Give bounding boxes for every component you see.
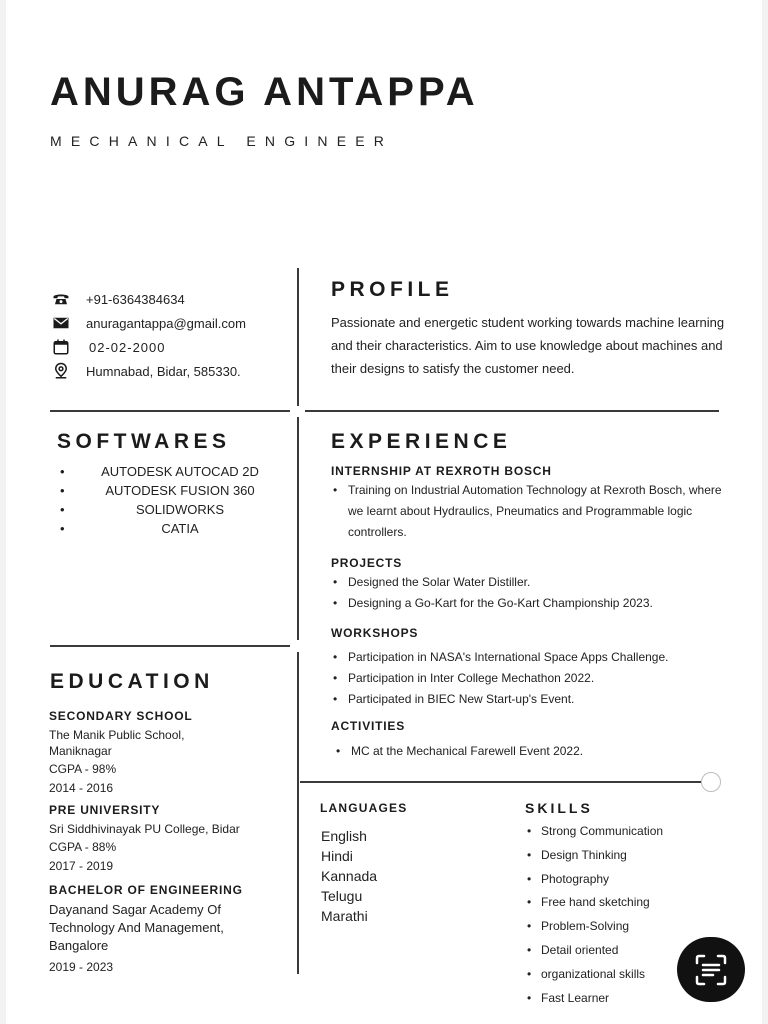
pu-heading: PRE UNIVERSITY xyxy=(49,803,161,817)
calendar-icon xyxy=(50,338,72,356)
internship-list xyxy=(331,480,726,543)
list-item: Kannada xyxy=(321,868,378,884)
location-pin-icon xyxy=(50,362,72,380)
workshops-list xyxy=(331,647,726,710)
secondary-school-line1: The Manik Public School, xyxy=(49,728,185,742)
list-item: Telugu xyxy=(321,888,363,904)
list-item: • Fast Learner xyxy=(527,987,663,1011)
list-item: • Detail oriented xyxy=(527,939,663,963)
divider-vertical-top xyxy=(297,268,299,406)
list-item: • Design Thinking xyxy=(527,844,663,868)
internship-heading: INTERNSHIP AT REXROTH BOSCH xyxy=(331,464,552,478)
list-item: English xyxy=(321,828,367,844)
envelope-icon xyxy=(50,314,72,332)
contact-dob xyxy=(50,335,290,359)
list-item: • Participation in NASA's International Space Apps Challenge. xyxy=(331,647,726,668)
secondary-heading: SECONDARY SCHOOL xyxy=(49,709,193,723)
pu-grade: CGPA - 88% xyxy=(49,840,117,854)
contact-dob-text: 02-02-2000 xyxy=(89,339,166,355)
skills-heading: SKILLS xyxy=(525,800,593,816)
education-secondary xyxy=(49,709,289,797)
list-item: • Training on Industrial Automation Technology at Rexroth Bosch, where we learnt about Hydraulics, Pneumatics and Programmable logic controllers. xyxy=(331,480,726,543)
be-heading: BACHELOR OF ENGINEERING xyxy=(49,883,243,897)
languages-heading: LANGUAGES xyxy=(320,801,408,815)
list-item: • Designing a Go-Kart for the Go-Kart Championship 2023. xyxy=(331,593,726,614)
pu-years: 2017 - 2019 xyxy=(49,859,114,873)
resume-job-title: MECHANICAL ENGINEER xyxy=(50,133,394,149)
divider-horizontal-left-middle xyxy=(50,645,290,647)
list-item: • SOLIDWORKS xyxy=(60,502,290,521)
languages-list xyxy=(321,826,377,926)
be-years: 2019 - 2023 xyxy=(49,960,114,974)
list-item: • MC at the Mechanical Farewell Event 2022. xyxy=(334,741,726,762)
divider-vertical-middle xyxy=(297,417,299,640)
contact-info xyxy=(50,287,290,383)
contact-email xyxy=(50,311,290,335)
list-item: • CATIA xyxy=(60,521,290,540)
pu-college: Sri Siddhivinayak PU College, Bidar xyxy=(49,822,240,836)
divider-vertical-bottom xyxy=(297,782,299,974)
be-college-line3: Bangalore xyxy=(49,938,109,953)
secondary-grade: CGPA - 98% xyxy=(49,762,117,776)
be-college-line2: Technology And Management, xyxy=(49,920,224,935)
list-item: • Participated in BIEC New Start-up's Event. xyxy=(331,689,726,710)
list-item: • AUTODESK FUSION 360 xyxy=(60,483,290,502)
list-item: Marathi xyxy=(321,908,368,924)
list-item: • organizational skills xyxy=(527,963,663,987)
divider-circle-node xyxy=(701,772,721,792)
skills-list xyxy=(527,820,663,1010)
list-item: • Photography xyxy=(527,868,663,892)
workshops-heading: WORKSHOPS xyxy=(331,626,419,640)
list-item: • Participation in Inter College Mechathon 2022. xyxy=(331,668,726,689)
list-item: • Designed the Solar Water Distiller. xyxy=(331,572,726,593)
activities-list xyxy=(334,741,726,762)
secondary-school-line2: Maniknagar xyxy=(49,744,112,758)
projects-heading: PROJECTS xyxy=(331,556,403,570)
contact-phone-text: +91-6364384634 xyxy=(86,291,185,307)
be-college-line1: Dayanand Sagar Academy Of xyxy=(49,902,221,917)
resume-name: ANURAG ANTAPPA xyxy=(50,70,479,114)
divider-horizontal-right-top xyxy=(305,410,719,412)
education-pu xyxy=(49,803,289,875)
list-item: • Strong Communication xyxy=(527,820,663,844)
profile-text: Passionate and energetic student working towards machine learning and their characteristics. Aim to use knowledge about machines and their designs to satisfy the customer need. xyxy=(331,315,725,376)
divider-horizontal-left-top xyxy=(50,410,290,412)
page-edge-left xyxy=(0,0,6,1024)
projects-list xyxy=(331,572,726,614)
page-edge-right xyxy=(762,0,768,1024)
softwares-list xyxy=(60,464,290,540)
phone-icon xyxy=(50,290,72,308)
education-be xyxy=(49,883,289,976)
divider-vertical-lower xyxy=(297,652,299,782)
contact-address xyxy=(50,359,290,383)
scan-document-button[interactable] xyxy=(677,937,745,1002)
list-item: Hindi xyxy=(321,848,353,864)
softwares-heading: SOFTWARES xyxy=(57,430,231,453)
contact-email-text: anuragantappa@gmail.com xyxy=(86,315,246,331)
contact-phone xyxy=(50,287,290,311)
document-scan-icon xyxy=(691,950,731,990)
list-item: • Problem-Solving xyxy=(527,915,663,939)
divider-horizontal-right-bottom xyxy=(300,781,701,783)
contact-address-text: Humnabad, Bidar, 585330. xyxy=(86,363,241,379)
education-heading: EDUCATION xyxy=(50,670,214,693)
profile-heading: PROFILE xyxy=(331,278,454,301)
list-item: • Free hand sketching xyxy=(527,891,663,915)
list-item: • AUTODESK AUTOCAD 2D xyxy=(60,464,290,483)
experience-heading: EXPERIENCE xyxy=(331,430,512,453)
secondary-years: 2014 - 2016 xyxy=(49,781,114,795)
activities-heading: ACTIVITIES xyxy=(331,719,406,733)
